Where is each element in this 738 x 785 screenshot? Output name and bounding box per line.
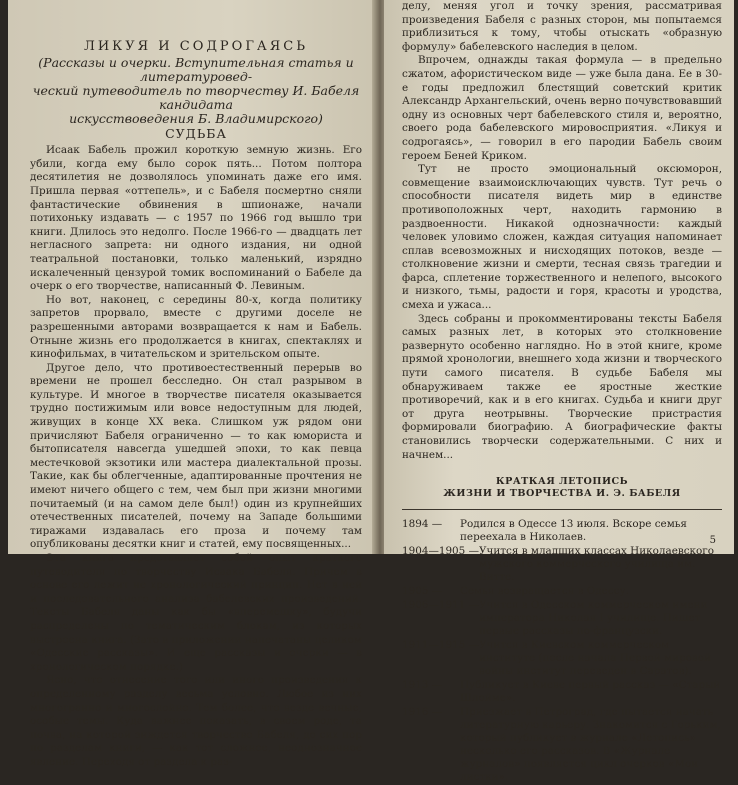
left-page [8, 0, 378, 768]
right-page [384, 0, 734, 784]
chronology-year: 1905 — [402, 585, 443, 598]
page-number: 5 [709, 535, 716, 547]
left-column [30, 40, 362, 770]
chronology-rule [402, 509, 722, 510]
chronology-year: 1916 — [402, 706, 443, 719]
paragraph: Ясно, что отнесение того или иного произведения к определенному разделу весьма условно. Любое из них многогранно и многослойно. Тем более, что везде вечные, особые темы. Куда важнее показать, в своем роде, та почва, на которой зиждется творчество Бабеля, до сих пор по разделам книги, — как тот сложное, неоднозначное явление. Переходя от раздела к раз- [30, 674, 362, 768]
chronology-entry [402, 706, 722, 784]
book-title: ЛИКУЯ И СОДРОГАЯСЬ [84, 39, 308, 54]
right-column [402, 0, 722, 785]
subtitle-line: искусствоведения Б. Владимирского) [69, 110, 323, 126]
subtitle-line: (Рассказы и очерки. Вступительная статья и литературовед- [38, 54, 354, 84]
chronology-entry [402, 599, 722, 638]
section-heading: СУДЬБА [165, 125, 227, 141]
chronology-text: Семья возвращается в Одессу. [460, 585, 629, 598]
chronology-year: 1913 — [402, 679, 443, 692]
chronology-entry [402, 585, 722, 598]
paragraph: Исаак Бабель прожил короткую земную жизнь. Его убили, когда ему было сорок пять... Потом полтора десятилетия не дозволялось упоминать даже его имя. Пришла первая «оттепель», и с Бабеля посмертно сняли фантастические обвинения в шпионаже, начали потихоньку издавать — с 1957 по 1966 год вышло три книги. Длилось это недолго. После 1966-го — двадцать лет негласного запрета: ни одного издания, ни одной театральной постановки, только маленький, изрядно искалеченный цензурой томик воспоминаний о Бабеле да очерк о его творчестве, написанный Ф. Левиным. [30, 144, 362, 293]
chronology-year: 1904—1905 — [402, 545, 479, 558]
chronology-subtitle: ЖИЗНИ И ТВОРЧЕСТВА И. Э. БАБЕЛЯ [443, 487, 681, 499]
paragraph: Эта книга представляет собой опыт краткого путеводителя по творчеству Исаака Бабеля. Причем в основе его лежит не хронологический принцип. Нет в ней и последовательного анализа бабелевских произведений. Тексты Бабеля даны как бы «вперемешку», будучи распределены по тематическим блокам, из которых выстроена книга. (Зато в приложении напечатаны целиком «Одесские рассказы». И еще рассказы и очерки — в хронологическом порядке.) [30, 552, 362, 673]
chronology-text: Родился в Одессе 13 июля. Вскоре семья переехала в Николаев. [460, 518, 687, 544]
chronology-title: КРАТКАЯ ЛЕТОПИСЬ [495, 476, 629, 488]
chronology-year: 1906—1911 — [402, 599, 479, 612]
subtitle-line: ческий путеводитель по творчеству И. Бабеля кандидата [32, 82, 360, 112]
paragraph: Здесь собраны и прокомментированы тексты Бабеля самых разных лет, в которых это столкновение развернуто особенно наглядно. Но в этой книге, кроме прямой хронологии, внешнего хода жизни и творческого пути самого писателя. В судьбе Бабеля мы обнаруживаем также ее яростные жесткие противоречий, как и в его книгах. Судьба и книги друг от друга неотрывны. Творческие пристрастия формировали биографию. А биографические факты становились творчески содержательными. С них и начнем... [402, 312, 722, 461]
paragraph: Впрочем, однажды такая формула — в предельно сжатом, афористическом виде — уже была дана. Ее в 30-е годы предложил блестящий советский критик Александр Архангельский, очень верно почувствовавший одну из основных черт бабелевского стиля и, вероятно, своего рода бабелевского мировосприятия. «Ликуя и содрогаясь», — говорил в его пародии Бабель своим героем Беней Криком. [402, 54, 722, 162]
chronology-text: Приезжает в Петроград, где пытается начать литературную карьеру. Знакомится с Горьким, который публикует в журнале «Летопись» несколько его рассказов. В «Журнале журналов» появляется цикл очерков «Мои листки». [460, 706, 721, 784]
chronology-heading [402, 476, 722, 499]
chronology-text: Учится в Одесском коммерческом имени императора Николая I училище. Пишет первые рассказы по-французски. [478, 599, 708, 638]
paragraph: Другое дело, что противоестественный перерыв во времени не прошел бесследно. Он стал разрывом в культуре. И многое в творчестве писателя оказывается трудно постижимым или вовсе недоступным для людей, живущих в конце XX века. Слишком уж рядом они причисляют Бабеля ограниченно — то как юмориста и бытописателя навсегда ушедшей эпохи, то как певца местечковой экзотики или мастера диалектальной прозы. Такие, как бы облегченные, адаптированные прочтения не имеют ничего общего с тем, чем был при жизни многими почитаемый (и на самом деле был!) один из крупнейших отечественных писателей, почему на Западе большими тиражами издавалась его проза и почему там опубликованы десятки книг и статей, ему посвященных... [30, 361, 362, 551]
chronology-year: 1894 — [402, 518, 443, 531]
chronology-entry [402, 679, 722, 705]
chronology-entry [402, 545, 722, 584]
paragraph: Тут не просто эмоциональный оксюморон, совмещение взаимоисключающих чувств. Тут речь о способности писателя видеть мир в единстве противоположных черт, находить гармонию в раздвоенности. Никакой однозначности: каждый человек уловимо сложен, каждая ситуация напоминает сплав всевозможных и нисходящих потоков, везде — столкновение жизни и смерти, тесная связь трагедии и фарса, сплетение торжественного и нелепого, высокого и низкого, тьмы, радости и горя, красоты и уродства, смеха и ужаса... [402, 163, 722, 312]
paragraph: Но вот, наконец, с середины 80-х, когда политику запретов прорвало, вместе с другими доселе не разрешенными авторами возвращается к нам и Бабель. Отныне жизнь его продолжается в книгах, спектаклях и кинофильмах, в читательском и зрительском опыте. [30, 293, 362, 361]
chronology-list [402, 518, 722, 784]
chronology-entry [402, 639, 722, 678]
chronology-year: 1911—1915 — [402, 639, 479, 652]
book-subtitle [30, 56, 362, 126]
chronology-text: Учится в Киевском коммерческом институте (после начала Первой мировой войны институт переведен в Саратов). [478, 639, 711, 678]
chronology-entry [402, 518, 722, 544]
chronology-text: Учится в младших классах Николаевского мужского коммерческого училища им. Витте. [478, 545, 714, 584]
chronology-text: Публикует в Киеве первый рассказ — «Старый Шлойме». [460, 679, 721, 705]
paragraph: делу, меняя угол и точку зрения, рассматривая произведения Бабеля с разных сторон, мы попытаемся приблизиться к тому, чтобы отыскать «образную формулу» бабелевского наследия в целом. [402, 0, 722, 53]
